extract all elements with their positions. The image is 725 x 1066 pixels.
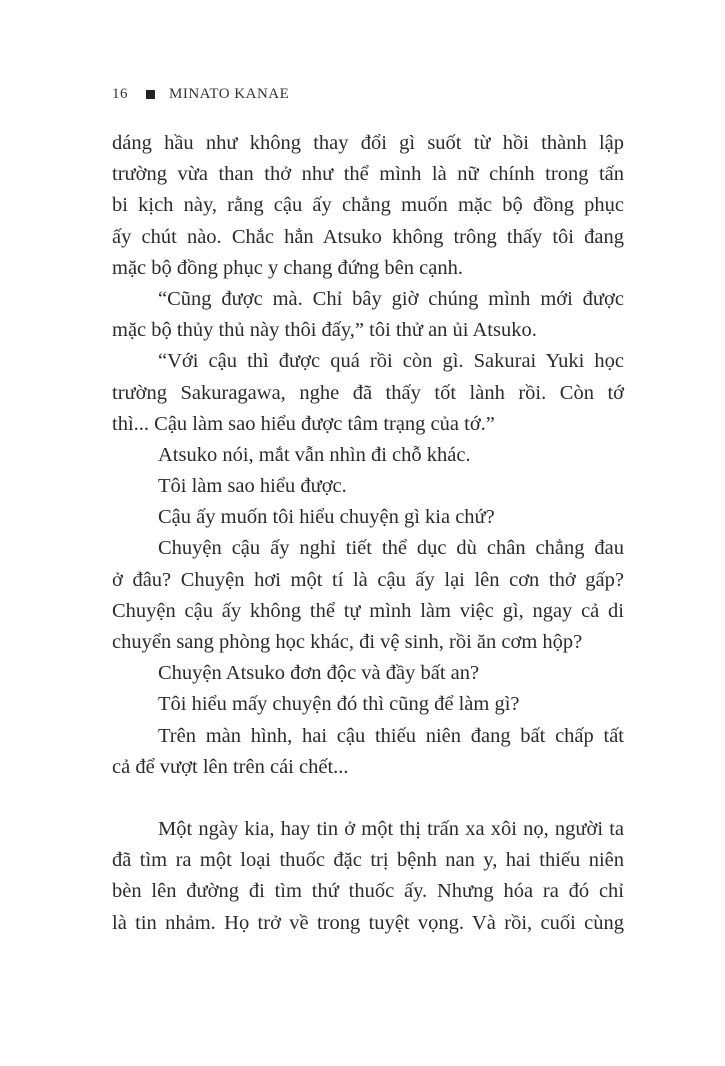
author-name: MINATO KANAE xyxy=(169,86,290,102)
text-line: mặc bộ đồng phục y chang đứng bên cạnh. xyxy=(112,256,463,279)
text-line: đã tìm ra một loại thuốc đặc trị bệnh nan y, hai thiếu niên xyxy=(112,849,624,872)
text-line: Chuyện cậu ấy nghỉ tiết thể dục dù chân chẳng đau xyxy=(158,537,624,560)
text-line: Chuyện Atsuko đơn độc và đầy bất an? xyxy=(158,662,480,685)
body-text xyxy=(112,128,624,939)
running-header xyxy=(112,86,289,103)
text-section-before-break xyxy=(112,128,624,783)
text-line: ấy chút nào. Chắc hẳn Atsuko không trông thấy tôi đang xyxy=(112,225,624,248)
text-section-after-break xyxy=(112,814,624,939)
square-separator-icon xyxy=(146,90,155,99)
page-number: 16 xyxy=(112,86,128,102)
text-line: thì... Cậu làm sao hiểu được tâm trạng của tớ.” xyxy=(112,412,495,435)
text-line: ở đâu? Chuyện hơi một tí là cậu ấy lại lên cơn thở gấp? xyxy=(112,568,624,591)
text-line: trường Sakuragawa, nghe đã thấy tốt lành rồi. Còn tớ xyxy=(112,381,624,404)
text-line: Tôi hiểu mấy chuyện đó thì cũng để làm gì? xyxy=(158,693,520,716)
text-line: “Với cậu thì được quá rồi còn gì. Sakurai Yuki học xyxy=(158,350,624,373)
text-line: cả để vượt lên trên cái chết... xyxy=(112,755,349,778)
text-line: bi kịch này, rằng cậu ấy chẳng muốn mặc bộ đồng phục xyxy=(112,194,624,217)
text-line: là tin nhảm. Họ trở về trong tuyệt vọng. Và rồi, cuối cùng xyxy=(112,911,624,934)
text-line: Tôi làm sao hiểu được. xyxy=(158,475,347,498)
text-line: dáng hầu như không thay đổi gì suốt từ hồi thành lập xyxy=(112,132,624,154)
text-line: mặc bộ thủy thủ này thôi đấy,” tôi thử an ủi Atsuko. xyxy=(112,319,537,342)
text-line: Cậu ấy muốn tôi hiểu chuyện gì kia chứ? xyxy=(158,506,495,529)
text-line: Chuyện cậu ấy không thể tự mình làm việc gì, ngay cả di xyxy=(112,599,624,622)
text-line: Trên màn hình, hai cậu thiếu niên đang bất chấp tất xyxy=(158,724,624,747)
text-line: Atsuko nói, mắt vẫn nhìn đi chỗ khác. xyxy=(158,443,471,466)
text-line: bèn lên đường đi tìm thứ thuốc ấy. Nhưng hóa ra đó chỉ xyxy=(112,880,624,903)
text-line: “Cũng được mà. Chỉ bây giờ chúng mình mới được xyxy=(158,287,624,310)
text-line: trường vừa than thở như thể mình là nữ chính trong tấn xyxy=(112,163,624,186)
text-line: chuyển sang phòng học khác, đi vệ sinh, rồi ăn cơm hộp? xyxy=(112,631,583,653)
text-line: Một ngày kia, hay tin ở một thị trấn xa xôi nọ, người ta xyxy=(158,817,624,840)
section-break xyxy=(112,783,624,814)
